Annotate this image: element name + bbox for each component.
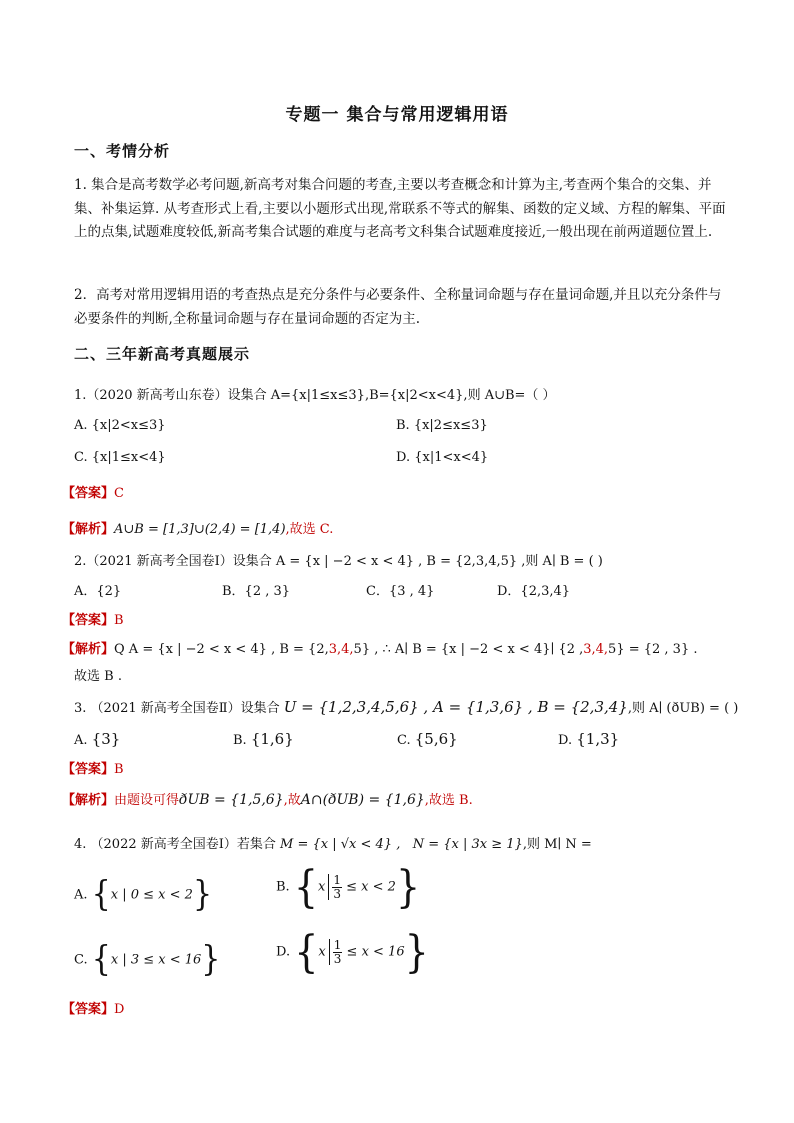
q1-analysis-tail: ,故选 C. <box>285 522 334 537</box>
q2-option-b: B．{2 , 3} <box>222 584 291 599</box>
brace-close: } <box>404 926 429 978</box>
q4-stem-set-m: M = {x | √x < 4} , <box>280 837 401 852</box>
fraction-numerator: 1 <box>333 937 342 952</box>
question-3-stem <box>74 697 738 716</box>
section-heading-exams: 二、三年新高考真题展示 <box>74 345 251 363</box>
q3-c-label: C. <box>397 733 411 748</box>
analysis-label: 【解析】 <box>62 522 115 537</box>
question-2-stem: 2.（2021 新高考全国卷Ⅰ）设集合 A = {x | −2 < x < 4} , B = {2,3,4,5} ,则 A∣ B = ( ) <box>74 554 603 569</box>
q4-option-b <box>276 861 421 913</box>
paragraph-1: 1. 集合是高考数学必考问题,新高考对集合问题的考查,主要以考查概念和计算为主,考查两个集合的交集、并集、补集运算. 从考查形式上看,主要以小题形式出现,常联系不等式的解集、函数的定义域、方程的解集、平面上的点集,试题难度较低,新高考集合试题的难度与老高考文科集合试题难度接近,一般出现在前两道题位置上. <box>74 177 726 240</box>
brace-close: } <box>395 861 421 913</box>
q2-analysis-line2: 故选 B . <box>74 669 122 684</box>
q1-option-d: D. {x|1<x<4} <box>396 450 489 465</box>
analysis-label: 【解析】 <box>62 642 115 657</box>
q4-a-label: A. <box>74 887 88 903</box>
q3-a-value: {3} <box>91 730 121 748</box>
q3-analysis-math1: ðUB = {1,5,6} <box>179 792 284 808</box>
q3-stem-math: U = {1,2,3,4,5,6} , A = {1,3,6} , B = {2,3,4} <box>283 698 628 716</box>
answer-label: 【答案】 <box>62 762 115 777</box>
q4-stem-prefix: 4. （2022 新高考全国卷Ⅰ）若集合 <box>74 837 276 852</box>
q3-analysis-prefix: 由题设可得 <box>114 793 180 808</box>
q4-c-value: x | 3 ≤ x < 16 <box>110 952 202 968</box>
q4-answer <box>62 998 124 1017</box>
q4-stem-set-n: N = {x | 3x ≥ 1} <box>412 837 523 852</box>
brace-open: { <box>294 926 319 978</box>
q4-option-a <box>74 874 213 915</box>
q3-d-label: D. <box>558 733 573 748</box>
q4-stem-suffix: ,则 M∣ N = <box>522 837 592 852</box>
q1-option-c: C. {x|1≤x<4} <box>74 450 166 465</box>
question-4-stem <box>74 833 592 852</box>
q4-c-label: C. <box>74 952 88 968</box>
set-bar <box>328 874 329 900</box>
q2-answer <box>62 609 124 628</box>
fraction-denominator: 3 <box>333 951 342 966</box>
q1-option-a: A. {x|2<x≤3} <box>74 418 166 433</box>
brace-open: { <box>293 861 319 913</box>
q2-option-a: A．{2} <box>74 584 122 599</box>
q4-b-value: ≤ x < 2 <box>346 879 396 895</box>
analysis-label: 【解析】 <box>62 793 115 808</box>
q4-d-var: x <box>318 944 326 960</box>
q2-analysis-part2: 5} , ∴ A∣ B = {x | −2 < x < 4}∣ {2 , <box>353 642 584 657</box>
brace-open: { <box>91 874 111 915</box>
q3-analysis-tail: ,故选 B. <box>424 793 473 808</box>
q4-option-c <box>74 939 221 980</box>
q3-option-c <box>397 730 458 748</box>
q2-option-d: D．{2,3,4} <box>497 584 571 599</box>
page-title: 专题一 集合与常用逻辑用语 <box>285 105 509 125</box>
q3-option-d <box>558 730 619 748</box>
brace-open: { <box>91 939 111 980</box>
q2-option-c: C．{3 , 4} <box>366 584 435 599</box>
q1-option-b: B. {x|2≤x≤3} <box>396 418 488 433</box>
paragraph-2: 2．高考对常用逻辑用语的考查热点是充分条件与必要条件、全称量词命题与存在量词命题,并且以充分条件与必要条件的判断,全称量词命题与存在量词命题的否定为主. <box>74 287 722 327</box>
answer-label: 【答案】 <box>62 486 115 501</box>
fraction-denominator: 3 <box>333 886 341 901</box>
answer-label: 【答案】 <box>62 613 115 628</box>
brace-close: } <box>192 874 213 915</box>
q1-analysis-math: A∪B = [1,3]∪(2,4) = [1,4) <box>114 522 286 537</box>
q3-stem-suffix: ,则 A∣ (ðUB) = ( ) <box>627 701 739 716</box>
q3-d-value: {1,3} <box>576 730 620 748</box>
q1-analysis <box>62 518 333 537</box>
section-heading-analysis: 一、考情分析 <box>74 142 171 160</box>
q3-answer <box>62 758 124 777</box>
q2-analysis-red1: 3,4, <box>328 642 354 657</box>
q2-analysis-red2: 3,4, <box>583 642 609 657</box>
q3-option-b <box>233 730 294 748</box>
q4-b-var: x <box>318 879 326 895</box>
q4-d-fraction <box>333 939 343 966</box>
q2-analysis <box>62 638 698 657</box>
question-1-stem: 1.（2020 新高考山东卷）设集合 A={x|1≤x≤3},B={x|2<x<4},则 A∪B=（ ） <box>74 388 556 403</box>
q3-analysis-math2: A∩(ðUB) = {1,6} <box>300 792 425 808</box>
q3-option-a <box>74 730 120 748</box>
q3-a-label: A. <box>74 733 88 748</box>
q3-answer-value: B <box>114 762 124 777</box>
brace-close: } <box>201 939 221 980</box>
q3-b-label: B. <box>233 733 247 748</box>
q3-b-value: {1,6} <box>250 730 294 748</box>
q4-d-label: D. <box>276 944 291 960</box>
fraction-numerator: 1 <box>333 872 341 887</box>
q4-option-d <box>276 926 429 978</box>
q3-analysis-mid: ,故 <box>283 793 301 808</box>
q2-analysis-part1: Q A = {x | −2 < x < 4} , B = {2, <box>114 642 329 657</box>
set-bar <box>329 939 330 965</box>
q4-d-value: ≤ x < 16 <box>346 944 405 960</box>
q4-answer-value: D <box>114 1002 125 1017</box>
q3-c-value: {5,6} <box>414 730 458 748</box>
q4-b-label: B. <box>276 879 290 895</box>
q3-analysis <box>62 789 473 808</box>
q2-answer-value: B <box>114 613 124 628</box>
q1-answer <box>62 482 124 501</box>
q3-stem-prefix: 3. （2021 新高考全国卷Ⅱ）设集合 <box>74 701 280 716</box>
q4-a-value: x | 0 ≤ x < 2 <box>110 887 193 903</box>
q4-b-fraction <box>332 874 342 901</box>
answer-label: 【答案】 <box>62 1002 115 1017</box>
q1-answer-value: C <box>114 486 124 501</box>
q2-analysis-part3: 5} = {2 , 3} . <box>608 642 698 657</box>
